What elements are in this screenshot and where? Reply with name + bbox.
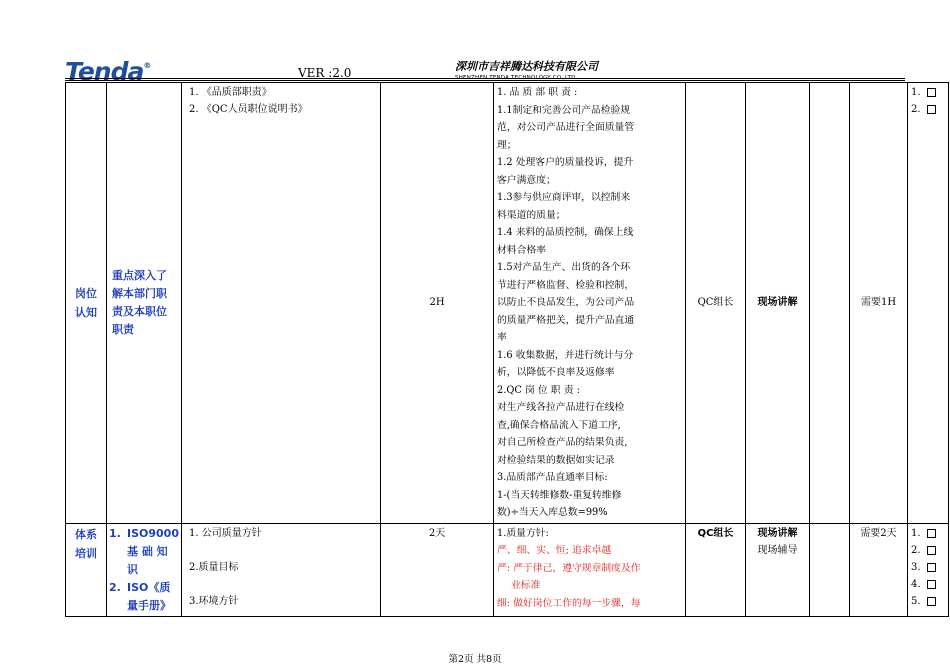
- row2-empty-cell: [810, 523, 850, 616]
- row1-remark: 需要1H: [850, 83, 908, 524]
- checkbox[interactable]: [927, 563, 936, 572]
- company-name-en: SHENZHEN TENDA TECHNOLOGY CO.,LTD.: [455, 75, 578, 81]
- checkbox[interactable]: [927, 105, 936, 114]
- tenda-logo: Tenda®: [65, 57, 151, 86]
- row1-goal: 重点深入了 解本部门职 责及本职位 职责: [107, 83, 182, 524]
- checkbox[interactable]: [927, 546, 936, 555]
- checkbox[interactable]: [927, 597, 936, 606]
- checkbox[interactable]: [927, 580, 936, 589]
- checklist-item: 2.: [911, 542, 945, 559]
- row2-remark: 需要2天: [850, 523, 908, 616]
- row2-trainer: QC组长: [686, 523, 746, 616]
- checklist-item: 5.: [911, 593, 945, 610]
- checkbox[interactable]: [927, 88, 936, 97]
- row2-goal: 1. ISO9000 基 础 知 识 2. ISO《质 量手册》: [107, 523, 182, 616]
- row1-materials: 1. 《品质部职责》 2. 《QC人员职位说明书》: [182, 83, 381, 524]
- row1-category: 岗位 认知: [66, 83, 107, 524]
- row2-category: 体系 培训: [66, 523, 107, 616]
- table-row: [66, 83, 949, 524]
- training-table: [65, 82, 949, 617]
- version-label: VER :2.0: [298, 66, 352, 80]
- row1-content: 1. 品 质 部 职 责 : 1.1制定和完善公司产品检验规 范，对公司产品进行全面质量管 理； 1.2 处理客户的质量投诉，提升 客户满意度； 1.3参与供应商评审，以控制来 料渠道的质量； 1.4 来料的品质控制，确保上线 材料合格率 1.5对产品生产、出货的各个环 节进行严格监督、检验和控制， 以防止不良品发生，为公司产品 的质量严格把关，提升产品直通 率 1.6 收集数据，并进行统计与分 析，以降低不良率及返修率 2.QC 岗 位 职 责 : 对生产线各拉产品进行在线检 查,确保合格品流入下道工序, 对自己所检查产品的结果负责, 对检验结果的数据如实记录 3.品质部产品直通率目标: 1-(当天转维修数-重复转维修 数)÷当天入库总数=99%: [494, 83, 686, 524]
- company-name-cn: 深圳市吉祥腾达科技有限公司: [455, 60, 598, 73]
- checkbox[interactable]: [927, 529, 936, 538]
- page-number: 第2页 共8页: [448, 654, 502, 665]
- header-rule: [65, 78, 905, 79]
- row1-empty-cell: [810, 83, 850, 524]
- row1-duration: 2H: [381, 83, 494, 524]
- row1-checklist: [908, 83, 949, 524]
- row1-method: 现场讲解: [746, 83, 810, 524]
- row2-duration: 2天: [381, 523, 494, 616]
- row2-materials: 1. 公司质量方针 2.质量目标 3.环境方针: [182, 523, 381, 616]
- header-rule-secondary: [65, 80, 905, 81]
- row2-method: 现场讲解 现场辅导: [746, 523, 810, 616]
- checklist-item: 4.: [911, 576, 945, 593]
- checklist-item: 3.: [911, 559, 945, 576]
- checklist-item: 1.: [911, 525, 945, 542]
- checklist-item: 2.: [911, 101, 945, 118]
- checklist-item: 1.: [911, 84, 945, 101]
- row2-content: 1.质量方针: 严、细、实、恒; 追求卓越 严: 严于律己，遵守规章制度及作 业标准 细: 做好岗位工作的每一步骤，每: [494, 523, 686, 616]
- table-row: [66, 523, 949, 616]
- row1-trainer: QC组长: [686, 83, 746, 524]
- row2-checklist: [908, 523, 949, 616]
